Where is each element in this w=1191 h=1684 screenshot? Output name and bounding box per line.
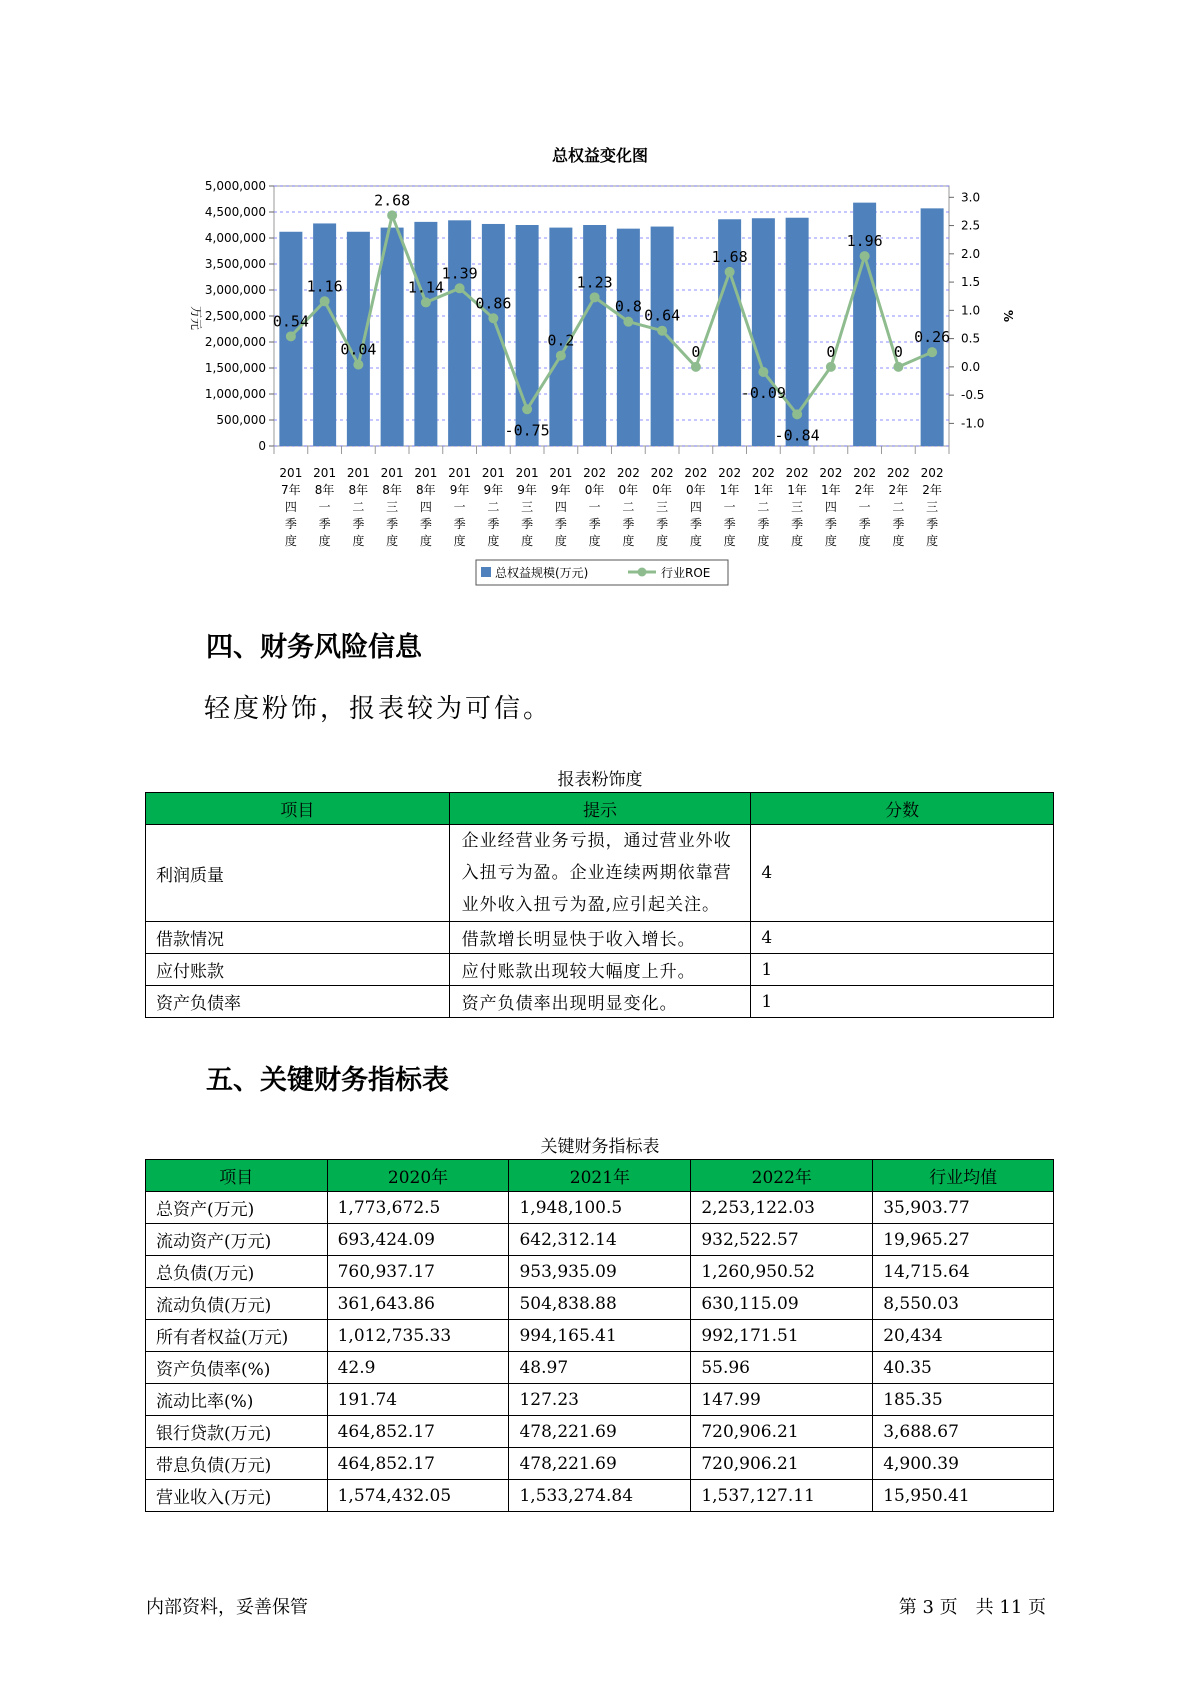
indicator-value: 478,221.69 — [509, 1448, 691, 1480]
x-tick-label: 度 — [487, 534, 500, 548]
y-tick-label: 500,000 — [216, 413, 266, 427]
bar — [651, 227, 674, 446]
x-tick-label: 季 — [656, 517, 669, 531]
x-tick-label: 2年 — [854, 483, 875, 497]
indicator-value: 55.96 — [691, 1352, 873, 1384]
footer-page-number: 第 3 页 共 11 页 — [898, 1597, 1046, 1618]
y2-tick-label: 3.0 — [961, 190, 981, 205]
x-tick-label: 202 — [684, 466, 708, 480]
x-tick-label: 季 — [386, 517, 399, 531]
legend-line-label: 行业ROE — [661, 566, 711, 580]
roe-point — [488, 313, 498, 323]
x-tick-label: 202 — [920, 466, 944, 480]
y2-tick-label: 1.0 — [961, 303, 981, 318]
indicator-value: 642,312.14 — [509, 1224, 691, 1256]
indicator-value: 760,937.17 — [327, 1256, 509, 1288]
roe-point — [860, 251, 870, 261]
indicator-value: 1,260,950.52 — [691, 1256, 873, 1288]
x-tick-label: 度 — [757, 534, 770, 548]
indicator-value: 464,852.17 — [327, 1448, 509, 1480]
risk-score: 1 — [751, 954, 1054, 986]
roe-data-label: 0.54 — [272, 312, 309, 331]
table-row — [146, 986, 1054, 1018]
x-tick-label: 三 — [521, 500, 534, 514]
indicator-value: 1,533,274.84 — [509, 1480, 691, 1512]
section4-table-caption: 报表粉饰度 — [557, 770, 643, 790]
header-cell: 2020年 — [327, 1160, 509, 1192]
x-tick-label: 季 — [858, 517, 871, 531]
x-tick-label: 2年 — [888, 483, 909, 497]
indicator-value: 361,643.86 — [327, 1288, 509, 1320]
indicator-name: 所有者权益(万元) — [146, 1320, 328, 1352]
roe-data-label: 0.04 — [340, 340, 377, 359]
financial-indicators-table — [145, 1159, 1054, 1512]
indicator-name: 带息负债(万元) — [146, 1448, 328, 1480]
x-tick-label: 三 — [926, 500, 939, 514]
x-tick-label: 度 — [386, 534, 399, 548]
roe-point — [758, 367, 768, 377]
header-cell: 行业均值 — [873, 1160, 1054, 1192]
header-cell: 2021年 — [509, 1160, 691, 1192]
x-tick-label: 201 — [448, 466, 472, 480]
roe-data-label: 0.86 — [475, 294, 512, 313]
x-tick-label: 202 — [718, 466, 742, 480]
risk-item: 资产负债率 — [146, 986, 450, 1018]
x-tick-label: 0年 — [618, 483, 639, 497]
roe-data-label: 1.16 — [306, 277, 343, 296]
y2-tick-label: 2.0 — [961, 246, 981, 261]
x-tick-label: 一 — [588, 500, 601, 514]
x-tick-label: 7年 — [281, 483, 301, 497]
equity-chart — [0, 0, 1191, 600]
x-tick-label: 201 — [481, 466, 505, 480]
bar — [482, 224, 505, 446]
x-tick-label: 季 — [926, 517, 939, 531]
x-tick-label: 度 — [521, 534, 534, 548]
bar — [583, 225, 606, 446]
table-row — [146, 1448, 1054, 1480]
risk-item: 借款情况 — [146, 922, 450, 954]
y-tick-label: 4,500,000 — [204, 205, 266, 219]
indicator-value: 4,900.39 — [873, 1448, 1054, 1480]
x-tick-label: 1年 — [753, 483, 774, 497]
indicator-value: 191.74 — [327, 1384, 509, 1416]
x-tick-label: 202 — [616, 466, 640, 480]
header-cell: 项目 — [146, 793, 450, 825]
x-tick-label: 季 — [824, 517, 837, 531]
roe-point — [320, 296, 330, 306]
x-tick-label: 202 — [583, 466, 607, 480]
x-tick-label: 三 — [656, 500, 669, 514]
x-tick-label: 季 — [487, 517, 500, 531]
x-tick-label: 1年 — [787, 483, 807, 497]
indicator-value: 2,253,122.03 — [691, 1192, 873, 1224]
x-tick-label: 201 — [515, 466, 539, 480]
x-tick-label: 一 — [858, 500, 871, 514]
table-row — [146, 1352, 1054, 1384]
indicator-value: 953,935.09 — [509, 1256, 691, 1288]
x-tick-label: 201 — [279, 466, 303, 480]
indicator-value: 693,424.09 — [327, 1224, 509, 1256]
section4-heading: 四、财务风险信息 — [206, 632, 422, 663]
y-tick-label: 1,500,000 — [204, 361, 266, 375]
table-row — [146, 825, 1054, 922]
risk-score: 4 — [751, 825, 1054, 922]
table-row — [146, 1384, 1054, 1416]
x-tick-label: 度 — [689, 534, 702, 548]
roe-data-label: 2.68 — [374, 191, 411, 210]
table-row — [146, 1192, 1054, 1224]
x-tick-label: 度 — [284, 534, 297, 548]
x-tick-label: 8年 — [416, 483, 436, 497]
x-tick-label: 度 — [824, 534, 837, 548]
header-cell: 提示 — [449, 793, 751, 825]
indicator-value: 48.97 — [509, 1352, 691, 1384]
y-tick-label: 1,000,000 — [204, 387, 266, 401]
y2-tick-label: -0.5 — [961, 388, 985, 403]
x-tick-label: 度 — [656, 534, 669, 548]
indicator-value: 35,903.77 — [873, 1192, 1054, 1224]
x-tick-label: 二 — [622, 500, 635, 514]
roe-point — [421, 297, 431, 307]
indicator-value: 20,434 — [873, 1320, 1054, 1352]
roe-data-label: 0 — [893, 342, 903, 361]
legend-bar-label: 总权益规模(万元) — [495, 566, 589, 580]
x-tick-label: 度 — [318, 534, 331, 548]
x-tick-label: 201 — [380, 466, 404, 480]
x-tick-label: 201 — [414, 466, 438, 480]
x-tick-label: 四 — [419, 500, 432, 514]
x-tick-label: 季 — [757, 517, 770, 531]
section5-table-caption: 关键财务指标表 — [540, 1137, 660, 1157]
x-tick-label: 8年 — [314, 483, 335, 497]
y-tick-label: 5,000,000 — [204, 179, 266, 193]
table-row — [146, 954, 1054, 986]
indicator-value: 1,948,100.5 — [509, 1192, 691, 1224]
x-tick-label: 二 — [352, 500, 365, 514]
footer-confidential: 内部资料，妥善保管 — [146, 1597, 308, 1618]
roe-data-label: 0 — [826, 342, 836, 361]
x-tick-label: 一 — [453, 500, 466, 514]
x-tick-label: 度 — [554, 534, 567, 548]
header-cell: 2022年 — [691, 1160, 873, 1192]
indicator-value: 185.35 — [873, 1384, 1054, 1416]
x-tick-label: 201 — [346, 466, 370, 480]
roe-data-label: 1.39 — [441, 264, 478, 283]
indicator-name: 总资产(万元) — [146, 1192, 328, 1224]
x-tick-label: 度 — [723, 534, 736, 548]
indicator-value: 504,838.88 — [509, 1288, 691, 1320]
roe-data-label: 0.26 — [914, 328, 951, 347]
x-tick-label: 季 — [689, 517, 702, 531]
roe-data-label: 0.8 — [614, 297, 642, 316]
roe-data-label: 0.2 — [547, 331, 575, 350]
x-tick-label: 9年 — [483, 483, 504, 497]
indicator-value: 15,950.41 — [873, 1480, 1054, 1512]
x-tick-label: 三 — [386, 500, 399, 514]
x-tick-label: 度 — [453, 534, 466, 548]
y-tick-label: 2,500,000 — [204, 309, 266, 323]
bar — [448, 220, 471, 446]
table-row — [146, 922, 1054, 954]
x-tick-label: 四 — [824, 500, 837, 514]
roe-data-label: 1.68 — [711, 247, 748, 266]
x-tick-label: 9年 — [517, 483, 537, 497]
risk-hint: 资产负债率出现明显变化。 — [449, 986, 751, 1018]
x-tick-label: 1年 — [719, 483, 740, 497]
indicator-value: 1,012,735.33 — [327, 1320, 509, 1352]
indicator-name: 流动资产(万元) — [146, 1224, 328, 1256]
roe-point — [353, 360, 363, 370]
roe-point — [826, 362, 836, 372]
x-tick-label: 一 — [723, 500, 736, 514]
x-tick-label: 202 — [650, 466, 674, 480]
x-tick-label: 二 — [757, 500, 770, 514]
risk-score: 1 — [751, 986, 1054, 1018]
x-tick-label: 度 — [588, 534, 601, 548]
y2-tick-label: 2.5 — [961, 218, 981, 233]
roe-point — [691, 362, 701, 372]
x-tick-label: 0年 — [686, 483, 706, 497]
indicator-value: 720,906.21 — [691, 1448, 873, 1480]
chart-body — [189, 179, 1015, 585]
roe-point — [927, 347, 937, 357]
indicator-value: 1,537,127.11 — [691, 1480, 873, 1512]
table-row — [146, 1224, 1054, 1256]
legend-bar-swatch — [481, 567, 491, 577]
x-tick-label: 季 — [791, 517, 804, 531]
indicator-value: 994,165.41 — [509, 1320, 691, 1352]
x-tick-label: 1年 — [821, 483, 841, 497]
x-tick-label: 202 — [819, 466, 843, 480]
roe-data-label: 1.96 — [846, 232, 883, 251]
roe-point — [522, 404, 532, 414]
roe-data-label: -0.84 — [774, 426, 820, 445]
x-tick-label: 201 — [313, 466, 337, 480]
x-tick-label: 四 — [689, 500, 702, 514]
x-tick-label: 0年 — [584, 483, 605, 497]
x-tick-label: 202 — [853, 466, 877, 480]
indicator-value: 42.9 — [327, 1352, 509, 1384]
indicator-value: 1,574,432.05 — [327, 1480, 509, 1512]
indicator-name: 流动负债(万元) — [146, 1288, 328, 1320]
indicator-name: 流动比率(%) — [146, 1384, 328, 1416]
roe-data-label: -0.75 — [504, 421, 550, 440]
y2-tick-label: -1.0 — [961, 416, 985, 431]
x-tick-label: 201 — [549, 466, 573, 480]
indicator-name: 总负债(万元) — [146, 1256, 328, 1288]
header-cell: 项目 — [146, 1160, 328, 1192]
roe-data-label: -0.09 — [740, 383, 786, 402]
bar — [347, 232, 370, 446]
table-row — [146, 1480, 1054, 1512]
y2-tick-label: 0.0 — [961, 359, 981, 374]
fin-table-header — [146, 1160, 1054, 1192]
bar — [921, 208, 944, 446]
risk-table-header — [146, 793, 1054, 825]
x-tick-label: 季 — [352, 517, 365, 531]
y2-tick-label: 0.5 — [961, 331, 981, 346]
indicator-name: 资产负债率(%) — [146, 1352, 328, 1384]
x-tick-label: 202 — [785, 466, 809, 480]
indicator-value: 932,522.57 — [691, 1224, 873, 1256]
x-tick-label: 202 — [751, 466, 775, 480]
indicator-value: 40.35 — [873, 1352, 1054, 1384]
chart-title: 总权益变化图 — [551, 146, 649, 165]
roe-point — [387, 210, 397, 220]
risk-table — [145, 792, 1054, 1018]
table-row — [146, 1256, 1054, 1288]
indicator-value: 720,906.21 — [691, 1416, 873, 1448]
roe-data-label: 1.14 — [407, 278, 444, 297]
roe-point — [286, 331, 296, 341]
indicator-value: 630,115.09 — [691, 1288, 873, 1320]
bar — [381, 228, 404, 446]
y-axis-title: 万元 — [189, 305, 203, 331]
x-tick-label: 季 — [284, 517, 297, 531]
x-tick-label: 度 — [858, 534, 871, 548]
roe-point — [725, 267, 735, 277]
bar — [614, 229, 642, 446]
x-tick-label: 8年 — [382, 483, 402, 497]
risk-hint: 企业经营业务亏损，通过营业外收入扭亏为盈。企业连续两期依靠营业外收入扭亏为盈,应引起关注。 — [449, 825, 751, 922]
x-tick-label: 季 — [419, 517, 432, 531]
x-tick-label: 0年 — [652, 483, 672, 497]
roe-point — [455, 283, 465, 293]
roe-data-label: 0 — [691, 342, 701, 361]
indicator-name: 营业收入(万元) — [146, 1480, 328, 1512]
x-tick-label: 度 — [791, 534, 804, 548]
indicator-value: 127.23 — [509, 1384, 691, 1416]
roe-point — [657, 326, 667, 336]
risk-hint: 借款增长明显快于收入增长。 — [449, 922, 751, 954]
y-tick-label: 4,000,000 — [204, 231, 266, 245]
risk-score: 4 — [751, 922, 1054, 954]
x-tick-label: 一 — [318, 500, 331, 514]
x-tick-label: 季 — [453, 517, 466, 531]
x-tick-label: 季 — [521, 517, 534, 531]
header-cell: 分数 — [751, 793, 1054, 825]
bar — [313, 223, 336, 446]
bar — [414, 222, 437, 446]
indicator-value: 464,852.17 — [327, 1416, 509, 1448]
roe-data-label: 0.64 — [644, 306, 681, 325]
x-tick-label: 度 — [352, 534, 365, 548]
risk-item: 利润质量 — [146, 825, 450, 922]
bar — [752, 218, 775, 446]
indicator-value: 8,550.03 — [873, 1288, 1054, 1320]
roe-point — [556, 351, 566, 361]
x-tick-label: 季 — [318, 517, 331, 531]
x-tick-label: 季 — [723, 517, 736, 531]
x-tick-label: 8年 — [348, 483, 369, 497]
indicator-value: 14,715.64 — [873, 1256, 1054, 1288]
x-tick-label: 2年 — [922, 483, 942, 497]
indicator-value: 478,221.69 — [509, 1416, 691, 1448]
y-tick-label: 3,500,000 — [204, 257, 266, 271]
x-tick-label: 202 — [886, 466, 910, 480]
x-tick-label: 四 — [284, 500, 297, 514]
x-tick-label: 度 — [892, 534, 905, 548]
x-tick-label: 度 — [419, 534, 432, 548]
x-tick-label: 度 — [622, 534, 635, 548]
indicator-value: 3,688.67 — [873, 1416, 1054, 1448]
x-tick-label: 二 — [487, 500, 500, 514]
indicator-value: 992,171.51 — [691, 1320, 873, 1352]
roe-point — [893, 362, 903, 372]
x-tick-label: 度 — [926, 534, 939, 548]
risk-item: 应付账款 — [146, 954, 450, 986]
roe-point — [623, 317, 633, 327]
x-tick-label: 季 — [554, 517, 567, 531]
section5-heading: 五、关键财务指标表 — [206, 1065, 449, 1096]
table-row — [146, 1416, 1054, 1448]
y2-tick-label: 1.5 — [961, 275, 981, 290]
table-row — [146, 1320, 1054, 1352]
section4-summary: 轻度粉饰，报表较为可信。 — [204, 694, 553, 724]
roe-point — [590, 292, 600, 302]
y2-axis-title: % — [1001, 309, 1015, 323]
x-tick-label: 二 — [892, 500, 905, 514]
y-tick-label: 0 — [258, 439, 266, 453]
x-tick-label: 9年 — [551, 483, 571, 497]
y-tick-label: 3,000,000 — [204, 283, 266, 297]
x-tick-label: 季 — [588, 517, 601, 531]
indicator-value: 1,773,672.5 — [327, 1192, 509, 1224]
indicator-name: 银行贷款(万元) — [146, 1416, 328, 1448]
x-tick-label: 季 — [892, 517, 905, 531]
table-row — [146, 1288, 1054, 1320]
y-tick-label: 2,000,000 — [204, 335, 266, 349]
x-tick-label: 季 — [622, 517, 635, 531]
x-tick-label: 三 — [791, 500, 804, 514]
x-tick-label: 9年 — [449, 483, 470, 497]
risk-hint: 应付账款出现较大幅度上升。 — [449, 954, 751, 986]
x-tick-label: 四 — [554, 500, 567, 514]
legend-line-marker — [638, 568, 647, 577]
indicator-value: 147.99 — [691, 1384, 873, 1416]
indicator-value: 19,965.27 — [873, 1224, 1054, 1256]
roe-point — [792, 409, 802, 419]
roe-data-label: 1.23 — [576, 273, 613, 292]
